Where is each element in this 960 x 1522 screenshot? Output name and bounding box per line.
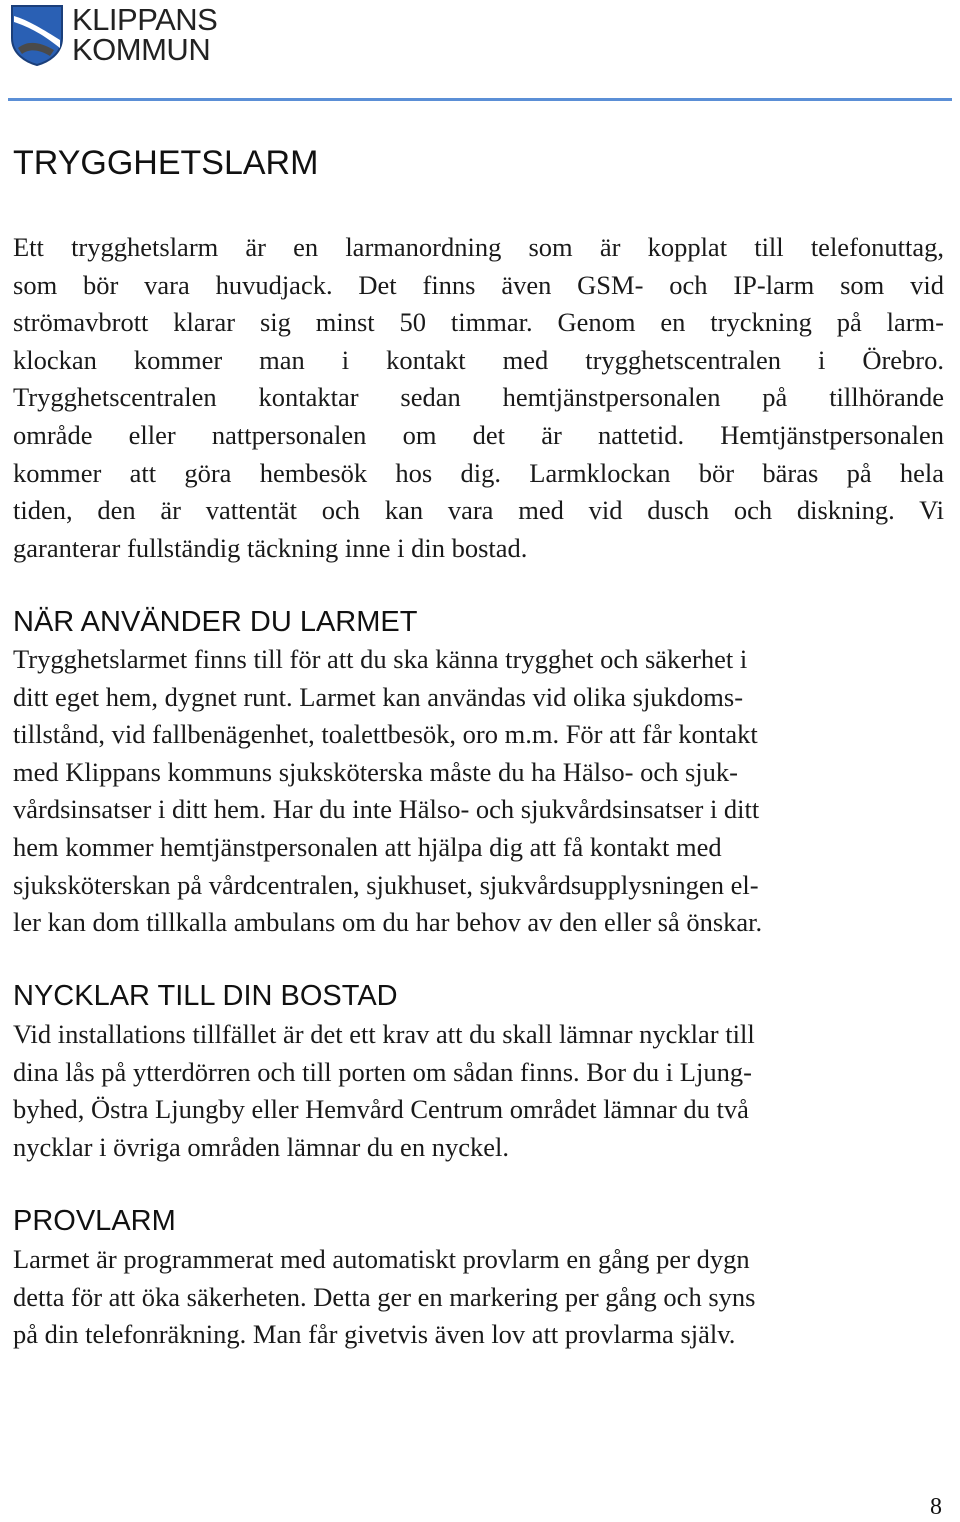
body-line: hem kommer hemtjänstpersonalen att hjälpa dig att få kontakt med [13,831,722,862]
body-line: ler kan dom tillkalla ambulans om du har behov av den eller så önskar. [13,907,763,938]
body-line: ditt eget hem, dygnet runt. Larmet kan användas vid olika sjukdoms- [13,681,744,712]
intro-paragraph [13,229,944,567]
intro-line: område eller nattpersonalen om det är nattetid. Hemtjänstpersonalen [13,419,944,450]
logo-line-1: KLIPPANS [72,2,218,37]
body-line: sjuksköterskan på vårdcentralen, sjukhuset, sjukvårdsupplysningen el- [13,869,759,900]
intro-line: klockan kommer man i kontakt med trygghetscentralen i Örebro. [13,344,944,375]
section-body-nar-anvander [13,641,944,942]
body-line: Larmet är programmerat med automatiskt provlarm en gång per dygn [13,1244,750,1274]
intro-line: som bör vara huvudjack. Det finns även GSM- och IP-larm som vid [13,269,944,300]
section-body-nycklar [13,1016,944,1166]
page-title: TRYGGHETSLARM [13,144,319,182]
body-line: vårdsinsatser i ditt hem. Har du inte Hälso- och sjukvårdsinsatser i ditt [13,794,760,825]
intro-line: garanterar fullständig täckning inne i din bostad. [13,532,528,563]
intro-line: strömavbrott klarar sig minst 50 timmar. Genom en tryckning på larm- [13,307,944,338]
body-line: med Klippans kommuns sjuksköterska måste du ha Hälso- och sjuk- [13,756,738,787]
section-body-provlarm [13,1241,944,1354]
body-line: nycklar i övriga områden lämnar du en nyckel. [13,1131,509,1162]
body-line: byhed, Östra Ljungby eller Hemvård Centrum området lämnar du två [13,1094,749,1125]
body-line: dina lås på ytterdörren och till porten om sådan finns. Bor du i Ljung- [13,1056,752,1087]
klippans-kommun-logo [10,4,217,66]
section-heading-nar-anvander: NÄR ANVÄNDER DU LARMET [13,606,418,638]
intro-line: Trygghetscentralen kontaktar sedan hemtjänstpersonalen på tillhörande [13,382,944,413]
page-number: 8 [930,1494,942,1520]
header-divider [8,98,952,101]
intro-line: tiden, den är vattentät och kan vara med vid dusch och diskning. Vi [13,495,944,526]
logo-line-2: KOMMUN [72,32,211,67]
body-line: på din telefonräkning. Man får givetvis även lov att provlarma själv. [13,1319,736,1350]
body-line: tillstånd, vid fallbenägenhet, toalettbesök, oro m.m. För att får kontakt [13,719,758,750]
section-heading-provlarm: PROVLARM [13,1205,176,1237]
intro-line: kommer att göra hembesök hos dig. Larmklockan bör bäras på hela [13,457,944,488]
coat-of-arms-shield-icon [10,4,64,66]
body-line: Vid installations tillfället är det ett krav att du skall lämnar nycklar till [13,1019,755,1049]
body-line: Trygghetslarmet finns till för att du ska känna trygghet och säkerhet i [13,644,748,674]
body-line: detta för att öka säkerheten. Detta ger en markering per gång och syns [13,1281,756,1312]
intro-line: Ett trygghetslarm är en larmanordning som är kopplat till telefonuttag, [13,232,944,262]
section-heading-nycklar: NYCKLAR TILL DIN BOSTAD [13,980,398,1012]
logo-wordmark [72,2,218,67]
